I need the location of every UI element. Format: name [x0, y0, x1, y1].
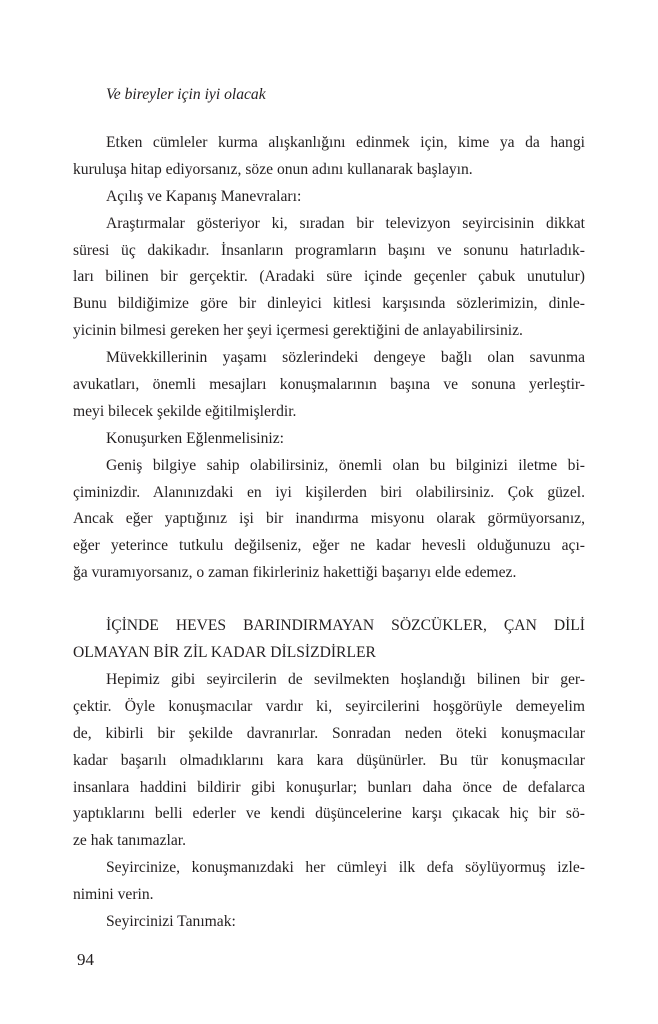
text-line: Seyircinize, konuşmanızdaki her cümleyi ilk defa söylüyormuş izle- [106, 859, 585, 877]
paragraph [73, 667, 585, 855]
text-line: meyi bilecek şekilde eğitilmişlerdir. [73, 402, 297, 420]
epigraph-line: Ve bireyler için iyi olacak [106, 86, 266, 103]
text-line: ğa vuramıyorsanız, o zaman fikirleriniz hakettiği başarıyı elde edemez. [73, 564, 517, 582]
text-line: süresi üç dakikadır. İnsanların programların başını ve sonunu hatırladık- [73, 241, 585, 259]
text-line: ları bilinen bir gerçektir. (Aradaki süre içinde geçenler çabuk unutulur) [73, 268, 585, 286]
paragraph [73, 453, 585, 587]
paragraph [73, 184, 585, 211]
text-line: Hepimiz gibi seyircilerin de sevilmekten hoşlandığı bilinen bir ger- [106, 671, 585, 688]
text-line: avukatları, önemli mesajları konuşmalarının başına ve sonuna yerleştir- [73, 376, 585, 394]
text-line: yaptıklarını belli ederler ve kendi düşüncelerine karşı çıkacak hiç bir sö- [73, 805, 585, 823]
text-line: Geniş bilgiye sahip olabilirsiniz, önemli olan bu bilginizi iletme bi- [106, 456, 585, 474]
text-line: kuruluşa hitap ediyorsanız, söze onun adını kullanarak başlayın. [73, 160, 473, 178]
text-line: eğer yeterince tutkulu değilseniz, eğer ne kadar hevesli olduğunuzu açı- [73, 537, 585, 555]
text-line: Müvekkillerinin yaşamı sözlerindeki dengeye bağlı olan savunma [106, 349, 585, 367]
text-line: çektir. Öyle konuşmacılar vardır ki, seyircilerini hoşgörüyle demeyelim [73, 697, 585, 715]
text-line: Açılış ve Kapanış Manevraları: [106, 187, 302, 205]
text-line: yicinin bilmesi gereken her şeyi içermesi gerektiğini de anlayabilirsiniz. [73, 322, 523, 340]
paragraph [73, 855, 585, 909]
text-line: Ancak eğer yaptığınız işi bir inandırma misyonu olarak görmüyorsanız, [73, 510, 585, 528]
section-heading [73, 613, 585, 667]
text-line: çiminizdir. Alanınızdaki en iyi kişilerden biri olabilirsiniz. Çok güzel. [73, 483, 585, 501]
heading-line: İÇİNDE HEVES BARINDIRMAYAN SÖZCÜKLER, ÇAN DİLİ [106, 617, 585, 634]
text-line: insanlara haddini bildirir gibi konuşurlar; bunları daha önce de defalarca [73, 778, 585, 796]
text-line: Etken cümleler kurma alışkanlığını edinmek için, kime ya da hangi [106, 134, 585, 151]
text-line: ze hak tanımazlar. [73, 832, 186, 850]
page-number: 94 [77, 950, 94, 969]
text-line: de, kibirli bir şekilde davranırlar. Sonradan neden öteki konuşmacılar [73, 724, 585, 742]
body-section-1 [73, 130, 585, 587]
paragraph [73, 345, 585, 426]
epigraph [73, 82, 585, 109]
paragraph [73, 130, 585, 184]
paragraph [73, 211, 585, 345]
paragraph [73, 909, 585, 936]
text-line: Seyircinizi Tanımak: [106, 913, 236, 931]
body-section-2 [73, 667, 585, 936]
heading-line: OLMAYAN BİR ZİL KADAR DİLSİZDİRLER [73, 643, 376, 661]
text-line: Bunu bildiğimize göre bir dinleyici kitlesi karşısında sözlerimizin, dinle- [73, 295, 585, 313]
text-line: Konuşurken Eğlenmelisiniz: [106, 429, 284, 447]
text-line: nimini verin. [73, 886, 154, 904]
text-line: Araştırmalar gösteriyor ki, sıradan bir televizyon seyircisinin dikkat [106, 214, 585, 232]
paragraph [73, 426, 585, 453]
text-line: kadar başarılı olmadıklarını kara kara düşünürler. Bu tür konuşmacılar [73, 751, 585, 769]
